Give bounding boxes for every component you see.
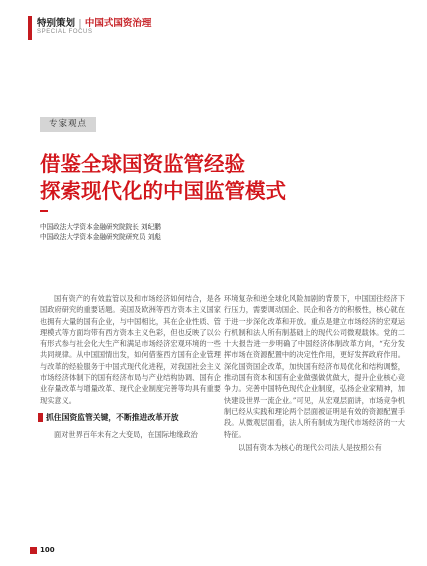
body-column-left [40, 293, 221, 441]
title-divider [40, 210, 48, 212]
header-section: 特别策划 [37, 18, 76, 29]
author-byline [40, 222, 161, 242]
header-english: SPECIAL FOCUS [37, 29, 93, 35]
header-title [37, 15, 151, 29]
column-label: 专家观点 [40, 117, 96, 132]
title-line-1: 借鉴全球国资监管经验 [40, 152, 245, 176]
header-topic: 中国式国资治理 [84, 18, 152, 29]
page-marker-icon [30, 547, 37, 554]
author-1: 中国政法大学资本金融研究院院长 刘纪鹏 [40, 223, 161, 231]
body-column-right [224, 293, 405, 453]
paragraph: 国有资产的有效监管以及和市场经济如何结合，是各国政府研究的重要话题。美国及欧洲等西方资本主义国家也拥有大量的国有企业，与中国相比，其在企业性质、管理模式等方面均带有西方资本主义色彩，但也反映了以公有形式参与社会化大生产和满足市场经济宏观环境的一些共同规律。从中国国情出发，如何借鉴西方国有企业管理与改革的经验服务于中国式现代化进程，对我国社会主义市场经济体制下的国有经济布局与产业结构协调、国有企业存量改革与增量改革、现代企业制度完善等均具有重要现实意义。 [40, 294, 221, 405]
paragraph: 以国有资本为核心的现代公司法人是按照公有 [238, 442, 382, 452]
title-line-2: 探索现代化的中国监管模式 [40, 179, 286, 203]
header-separator: | [78, 18, 82, 29]
author-2: 中国政法大学资本金融研究院研究员 刘彪 [40, 233, 161, 241]
subheading-marker-icon [38, 413, 43, 422]
paragraph: 环境复杂和逆全球化风险加剧的背景下，中国国往经济下行压力，需要调动国企、民企和各方的积极性，核心就在于进一步深化改革和开放。重点是建立市场经济的宏观运行机制和法人所有制基础上的现代公司微观载体。党的二十大报告进一步明确了中国经济体制改革方向，“充分发挥市场在资源配置中的决定性作用，更好发挥政府作用。深化国资国企改革，加快国有经济布局优化和结构调整，推动国有资本和国有企业做强做优做大，提升企业核心竞争力。完善中国特色现代企业制度，弘扬企业家精神，加快建设世界一流企业。”可见，从宏观层面讲，市场竞争机制已经从实践和理论两个层面被证明是有效的资源配置手段。从微观层面看，法人所有制成为现代市场经济的一大特征。 [224, 294, 405, 439]
subheading-text: 抓住国资监管关键，不断推进改革开放 [46, 412, 179, 422]
header-accent-bar [28, 16, 32, 40]
paragraph: 面对世界百年未有之大变局，在国际地缘政治 [54, 430, 198, 440]
page-number: 100 [40, 546, 55, 554]
article-title [40, 151, 286, 205]
section-subheading [38, 412, 221, 423]
